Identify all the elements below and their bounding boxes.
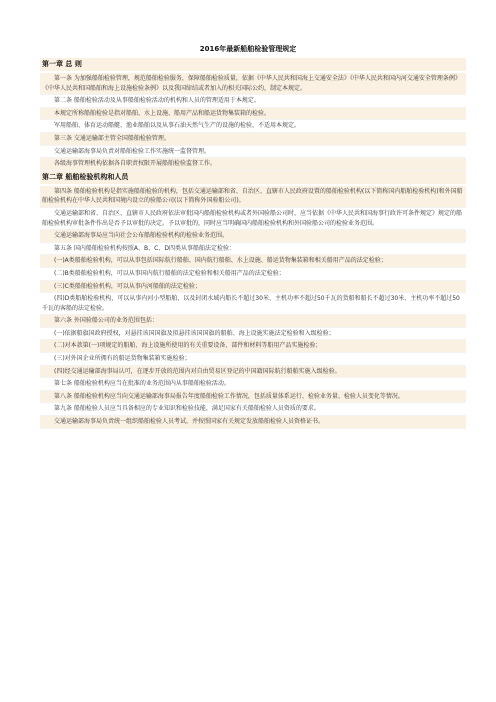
article-paragraph: 交通运输部海事局应当向社会公布船舶检验机构的检验业务范围。 [40,230,466,243]
article-paragraph: 第二条 船舶检验活动及从事船舶检验活动的机构和人员的管理适用于本规定。 [40,95,466,108]
article-paragraph: 第九条 船舶检验人员应当具备相应的专业知识和检验技能，满足国家有关船舶检验人员资质的要求。 [40,403,466,416]
article-paragraph: 交通运输部和省、自治区、直辖市人民政府依法审批国内船舶检验机构或者外国验船公司时，应当依据《中华人民共和国海事行政许可条件规定》规定的船舶检验机构审批条件作出是否予以审批的决定。予以审批的，同时应当明确国内船舶检验机构和外国验船公司的检验业务范围。 [40,208,466,230]
article-paragraph: (三)C类船舶检验机构，可以从事内河船舶的法定检验； [40,281,466,294]
document-title: 2016年最新船舶检验管理规定 [199,45,297,53]
article-paragraph: 第六条 外国验船公司的业务范围包括： [40,315,466,328]
article-paragraph: 第一条 为加强船舶检验管理，规范船舶检验服务，保障船舶检验质量，依据《中华人民共和国海上交通安全法》《中华人民共和国内河交通安全管理条例》《中华人民共和国船舶和海上设施检验条例》以及我国缔结或者加入的相关国际公约，制定本规定。 [40,73,466,95]
article-paragraph: 第五条 国内船舶检验机构按照A、B、C、D四类从事船舶法定检验： [40,243,466,256]
article-paragraph: (二)B类船舶检验机构，可以从事国内航行船舶的法定检验和相关船用产品的法定检验； [40,268,466,281]
article-paragraph: (四)D类船舶检验机构，可以从事内河小型船舶，以及封闭水域内船长不超过30米、主机功率不超过50千瓦的货船和船长不超过30米、主机功率不超过50千瓦的客船的法定检验。 [40,293,466,315]
chapter-heading: 第二章 船舶检验机构和人员 [40,171,466,184]
article-paragraph: (二)对本款第(一)项规定的船舶、海上设施所使用的有关重要设备、部件和材料等船用产品实施检验； [40,340,466,353]
article-paragraph: 第八条 船舶检验机构应当向交通运输部海事局报告年度船舶检验工作情况，包括质量体系运行、检验业务量、检验人员变化等情况。 [40,391,466,404]
chapter-heading: 第一章 总 则 [40,58,466,71]
article-paragraph: 本规定所称船舶检验是指对船舶、水上设施、船用产品和船运货物集装箱的检验。 [40,108,466,121]
article-paragraph: (一)A类船舶检验机构，可以从事包括国际航行船舶、国内航行船舶、水上设施、船运货物集装箱和相关船用产品的法定检验； [40,255,466,268]
article-paragraph: 军用船舶、体育运动船艇、渔业船舶以及从事石油天然气生产的设施的检验，不适用本规定。 [40,120,466,133]
article-paragraph: 第三条 交通运输部主管全国船舶检验管理。 [40,133,466,146]
article-paragraph: 各级海事管理机构依据各自职责权限开展船舶检验监督工作。 [40,158,466,171]
article-paragraph: 第七条 船舶检验机构应当在批准的业务范围内从事船舶检验活动。 [40,378,466,391]
article-paragraph: (三)对外国企业所拥有的船运货物集装箱实施检验； [40,353,466,366]
document-body [40,58,466,429]
article-paragraph: (一)依据船旗国政府授权，对悬挂该国国旗及拟悬挂该国国旗的船舶、海上设施实施法定检验和入级检验； [40,328,466,341]
article-paragraph: (四)经交通运输部海事局认可，在逐步开放的范围内对自由贸易区登记的中国籍国际航行船舶实施入级检验。 [40,366,466,379]
article-paragraph: 交通运输部海事局负责统一组织船舶检验人员考试，并按照国家有关规定发放船舶检验人员资格证书。 [40,416,466,429]
article-paragraph: 交通运输部海事局负责对船舶检验工作实施统一监督管理。 [40,146,466,159]
article-paragraph: 第四条 船舶检验机构是指实施船舶检验的机构，包括交通运输部和省、自治区、直辖市人民政府设置的船舶检验机构(以下简称国内船舶检验机构)和外国船舶检验机构在中华人民共和国境内设立的验船公司(以下简称外国验船公司)。 [40,186,466,208]
